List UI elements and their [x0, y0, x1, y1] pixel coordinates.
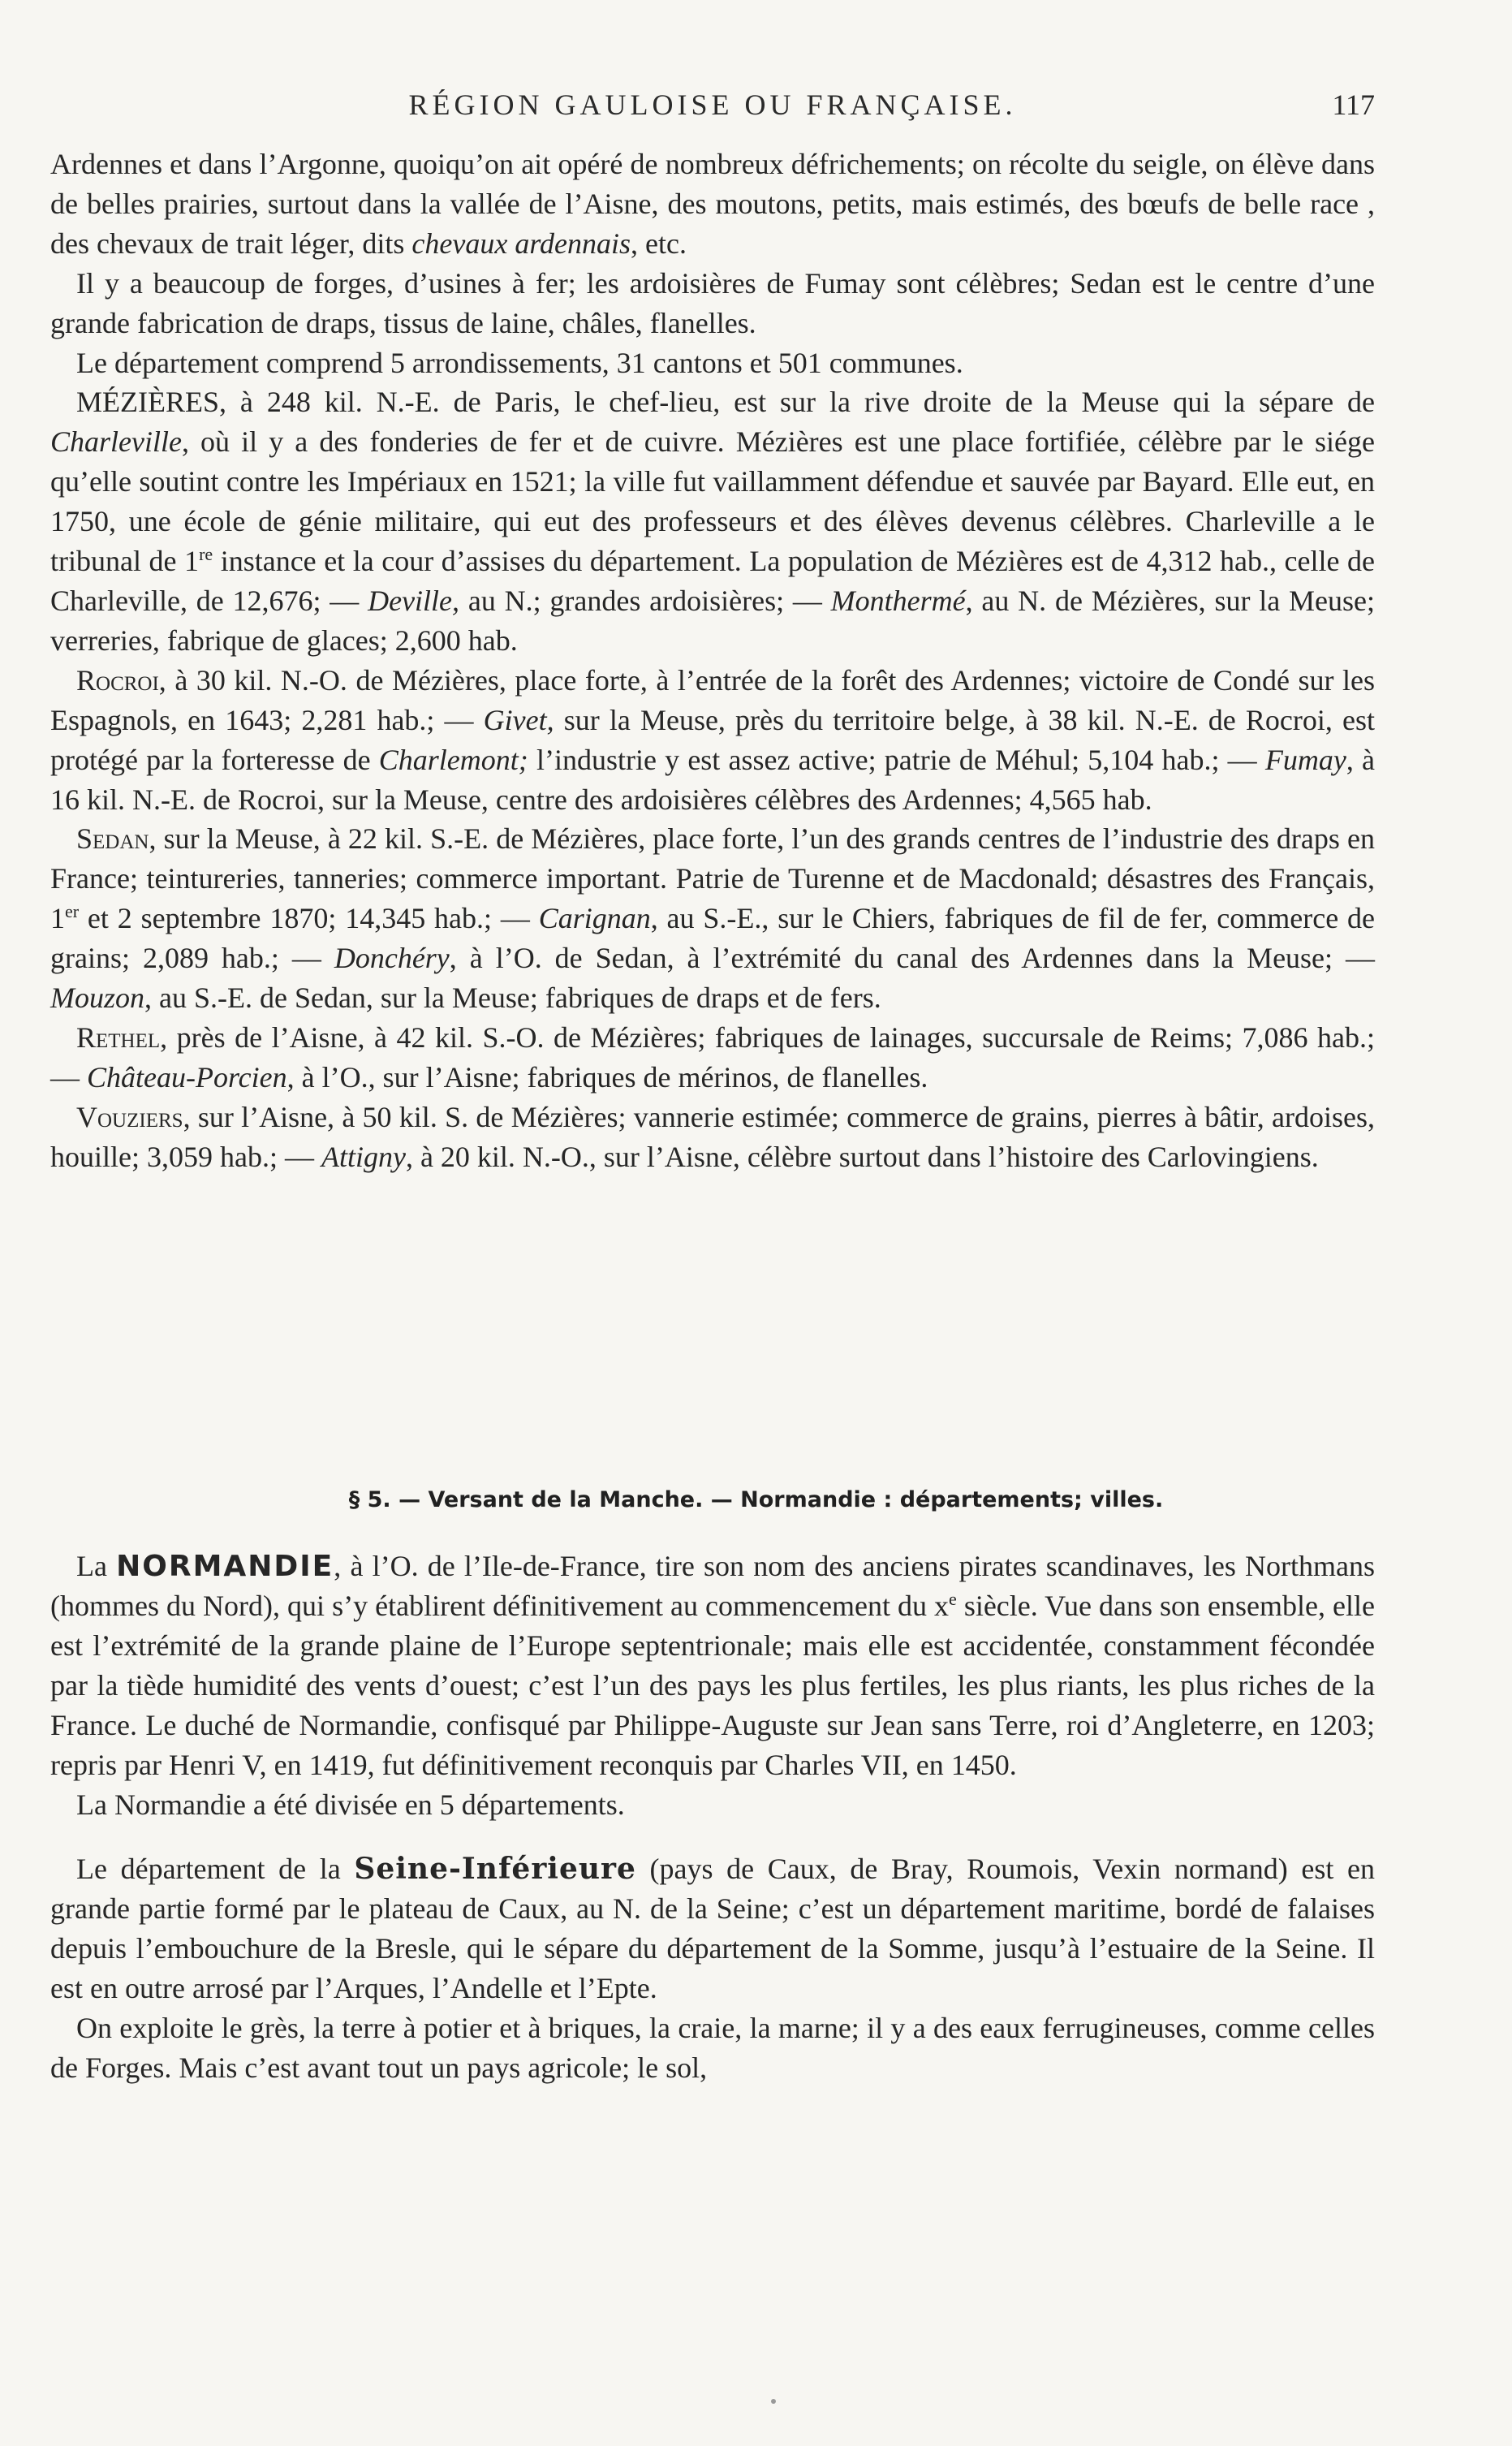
- page-speck: [771, 2399, 776, 2404]
- paragraph-sedan: Sedan, sur la Meuse, à 22 kil. S.-E. de Mézières, place forte, l’un des grands centres de l’industrie des draps en France; teintureries, tanneries; commerce important. Patrie de Turenne et de Macdonald; désastres des Français, 1er et 2 septembre 1870; 14,345 hab.; — Carignan, au S.-E., sur le Chiers, fabriques de fil de fer, commerce de grains; 2,089 hab.; — Donchéry, à l’O. de Sedan, à l’extrémité du canal des Ardennes dans la Meuse; — Mouzon, au S.-E. de Sedan, sur la Meuse; fabriques de draps et de fers.: [50, 822, 1375, 1015]
- paragraph-administration: Le département comprend 5 arrondissements, 31 cantons et 501 communes.: [76, 346, 963, 379]
- paragraph-industry: Il y a beaucoup de forges, d’usines à fer; les ardoisières de Fumay sont célèbres; Sedan est le centre d’une grande fabrication de draps, tissus de laine, châles, flanelles.: [50, 266, 1375, 339]
- section-heading: § 5. — Versant de la Manche. — Normandie : départements; villes.: [348, 1487, 1164, 1512]
- paragraph-mezieres: MÉZIÈRES, à 248 kil. N.-E. de Paris, le chef-lieu, est sur la rive droite de la Meuse qui la sépare de Charleville, où il y a des fonderies de fer et de cuivre. Mézières est une place fortifiée, célèbre par le siége qu’elle soutint contre les Impériaux en 1521; la ville fut vaillamment défendue et sauvée par Bayard. Elle eut, en 1750, une école de génie militaire, qui eut des professeurs et des élèves devenus célèbres. Charleville a le tribunal de 1re instance et la cour d’assises du département. La population de Mézières est de 4,312 hab., celle de Charleville, de 12,676; — Deville, au N.; grandes ardoisières; — Monthermé, au N. de Mézières, sur la Meuse; verreries, fabrique de glaces; 2,600 hab.: [50, 386, 1376, 657]
- normandie-text-block: [50, 1547, 1375, 2088]
- paragraph-departments: La Normandie a été divisée en 5 départements.: [76, 1788, 625, 1821]
- paragraph-rethel: Rethel, près de l’Aisne, à 42 kil. S.-O. de Mézières; fabriques de lainages, succursale de Reims; 7,086 hab.; — Château-Porcien, à l’O., sur l’Aisne; fabriques de mérinos, de flanelles.: [50, 1020, 1375, 1094]
- running-header: [50, 88, 1375, 133]
- paragraph-normandie: La NORMANDIE, à l’O. de l’Ile-de-France, tire son nom des anciens pirates scandinaves, les Northmans (hommes du Nord), qui s’y établirent définitivement au commencement du $x^e$ siècle. Vue dans son ensemble, elle est l’extrémité de la grande plaine de l’Europe septentrionale; mais elle est accidentée, constamment fécondée par la tiède humidité des vents d’ouest; c’est l’un des pays les plus fertiles, les plus riants, les plus riches de la France. Le duché de Normandie, confisqué par Philippe-Auguste sur Jean sans Terre, roi d’Angleterre, en 1203; repris par Henri V, en 1419, fut définitivement reconquis par Charles VII, en 1450.: [50, 1550, 1375, 1781]
- main-text-block: [50, 145, 1375, 1177]
- running-title: RÉGION GAULOISE OU FRANÇAISE.: [408, 88, 1017, 121]
- paragraph-ardennes-agriculture: Ardennes et dans l’Argonne, quoiqu’on ait opéré de nombreux défrichements; on récolte du seigle, on élève dans de belles prairies, surtout dans la vallée de l’Aisne, des moutons, petits, mais estimés, des bœufs de belle race , des chevaux de trait léger, dits chevaux ardennais, etc.: [50, 148, 1375, 260]
- page-number: 117: [1332, 88, 1375, 121]
- paragraph-seine-inferieure: Le département de la Seine-Inférieure (pays de Caux, de Bray, Roumois, Vexin normand) est en grande partie formé par le plateau de Caux, au N. de la Seine; c’est un département maritime, bordé de falaises depuis l’embouchure de la Bresle, qui le sépare du département de la Somme, jusqu’à l’estuaire de la Seine. Il est en outre arrosé par l’Arques, l’Andelle et l’Epte.: [50, 1852, 1375, 2004]
- paragraph-vouziers: Vouziers, sur l’Aisne, à 50 kil. S. de Mézières; vannerie estimée; commerce de grains, pierres à bâtir, ardoises, houille; 3,059 hab.; — Attigny, à 20 kil. N.-O., sur l’Aisne, célèbre surtout dans l’histoire des Carlovingiens.: [50, 1100, 1375, 1173]
- paragraph-rocroi: Rocroi, à 30 kil. N.-O. de Mézières, place forte, à l’entrée de la forêt des Ardennes; victoire de Condé sur les Espagnols, en 1643; 2,281 hab.; — Givet, sur la Meuse, près du territoire belge, à 38 kil. N.-E. de Rocroi, est protégé par la forteresse de Charlemont; l’industrie y est assez active; patrie de Méhul; 5,104 hab.; — Fumay, à 16 kil. N.-E. de Rocroi, sur la Meuse, centre des ardoisières célèbres des Ardennes; 4,565 hab.: [50, 663, 1376, 816]
- paragraph-resources: On exploite le grès, la terre à potier et à briques, la craie, la marne; il y a des eaux ferrugineuses, comme celles de Forges. Mais c’est avant tout un pays agricole; le sol,: [50, 2012, 1375, 2084]
